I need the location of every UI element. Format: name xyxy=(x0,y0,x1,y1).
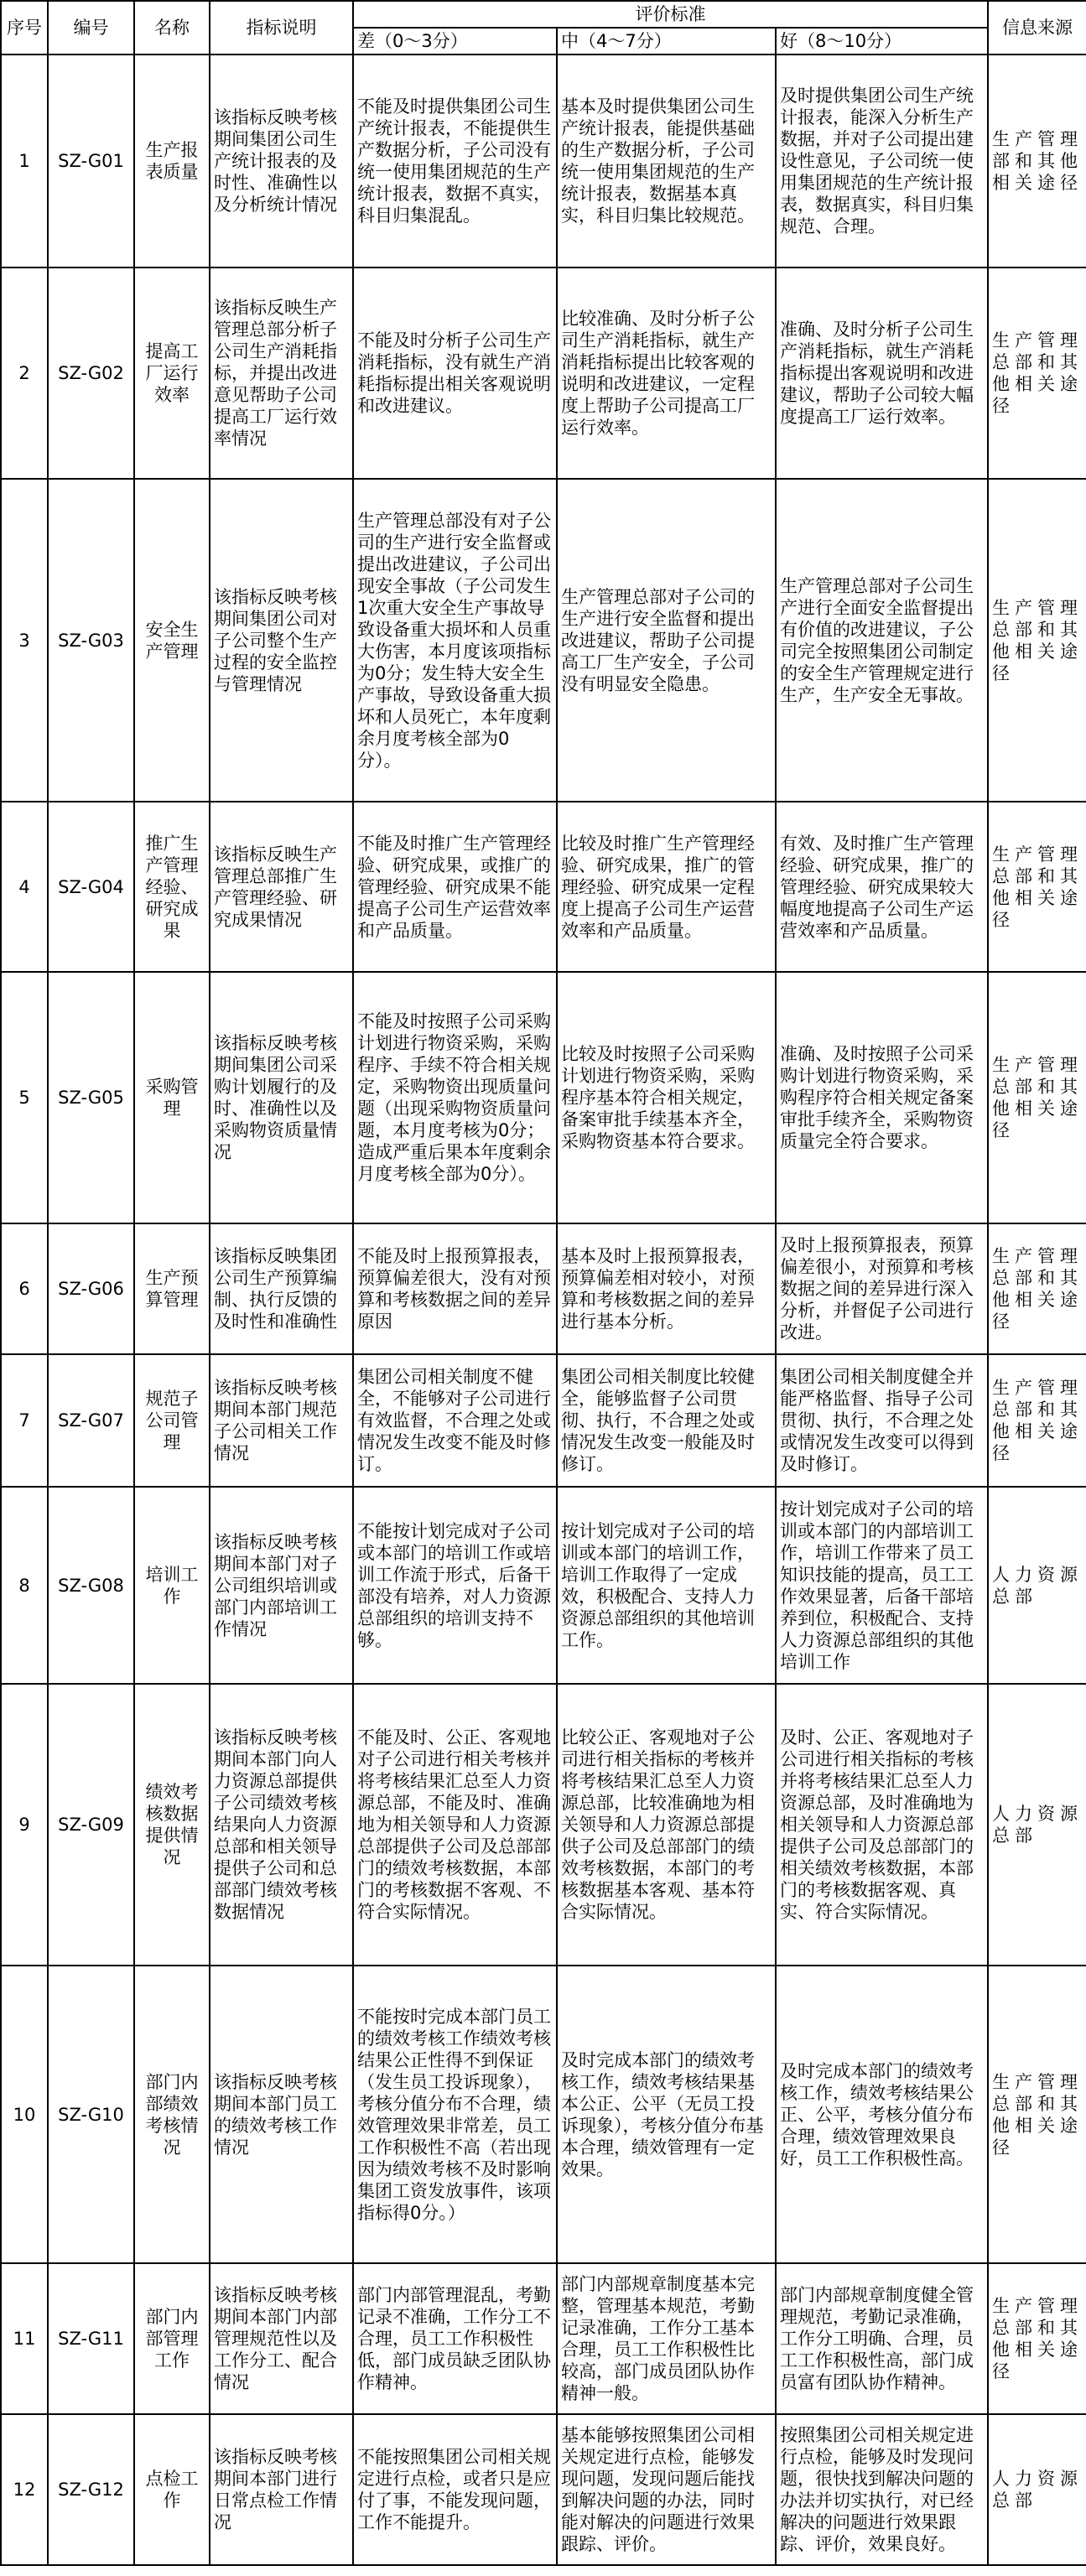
cell-seq: 10 xyxy=(1,1966,48,2263)
cell-mid: 基本能够按照集团公司相关规定进行点检，能够发现问题，发现问题后能找到解决问题的办法，同时能对解决的问题进行效果跟踪、评价。 xyxy=(557,2414,776,2565)
cell-mid: 集团公司相关制度比较健全，能够监督子公司贯彻、执行，不合理之处或情况发生改变一般能及时修订。 xyxy=(557,1354,776,1487)
cell-source: 生产管理总部和其他相关途径 xyxy=(988,972,1086,1223)
cell-name: 培训工作 xyxy=(134,1487,210,1684)
cell-good: 有效、及时推广生产管理经验、研究成果，推广的管理经验、研究成果较大幅度地提高子公司生产运营效率和产品质量。 xyxy=(776,802,988,972)
table-row xyxy=(1,1966,1086,2263)
cell-good: 准确、及时按照子公司采购计划进行物资采购，采购程序符合相关规定备案审批手续齐全，采购物资质量完全符合要求。 xyxy=(776,972,988,1223)
table-row xyxy=(1,1684,1086,1966)
table-row xyxy=(1,2414,1086,2565)
cell-mid: 比较及时推广生产管理经验、研究成果，推广的管理经验、研究成果一定程度上提高子公司生产运营效率和产品质量。 xyxy=(557,802,776,972)
cell-code: SZ-G12 xyxy=(48,2414,134,2565)
cell-poor: 不能按计划完成对子公司或本部门的培训工作或培训工作流于形式，后备干部没有培养，对人力资源总部组织的培训支持不够。 xyxy=(353,1487,557,1684)
cell-name: 点检工作 xyxy=(134,2414,210,2565)
cell-desc: 该指标反映考核期间本部门内部管理规范性以及工作分工、配合情况 xyxy=(210,2263,353,2414)
table-row xyxy=(1,267,1086,479)
cell-poor: 不能及时分析子公司生产消耗指标，没有就生产消耗指标提出相关客观说明和改进建议。 xyxy=(353,267,557,479)
cell-source: 生产管理总部和其他相关途径 xyxy=(988,2263,1086,2414)
cell-desc: 该指标反映考核期间本部门员工的绩效考核工作情况 xyxy=(210,1966,353,2263)
cell-source: 生产管理总部和其他相关途径 xyxy=(988,267,1086,479)
header-good: 好（8～10分） xyxy=(776,28,988,55)
cell-desc: 该指标反映考核期间本部门规范子公司相关工作情况 xyxy=(210,1354,353,1487)
table-row xyxy=(1,802,1086,972)
cell-seq: 9 xyxy=(1,1684,48,1966)
cell-seq: 8 xyxy=(1,1487,48,1684)
header-seq: 序号 xyxy=(1,1,48,55)
cell-code: SZ-G07 xyxy=(48,1354,134,1487)
cell-good: 按照集团公司相关规定进行点检，能够及时发现问题，很快找到解决问题的办法并切实执行，对已经解决的问题进行效果跟踪、评价，效果良好。 xyxy=(776,2414,988,2565)
cell-name: 安全生产管理 xyxy=(134,479,210,802)
cell-source: 生产管理总部和其他相关途径 xyxy=(988,479,1086,802)
cell-desc: 该指标反映生产管理总部分析子公司生产消耗指标，并提出改进意见帮助子公司提高工厂运行效率情况 xyxy=(210,267,353,479)
table-row xyxy=(1,972,1086,1223)
cell-seq: 7 xyxy=(1,1354,48,1487)
cell-poor: 不能按照集团公司相关规定进行点检，或者只是应付了事，不能发现问题，工作不能提升。 xyxy=(353,2414,557,2565)
cell-name: 采购管理 xyxy=(134,972,210,1223)
cell-good: 按计划完成对子公司的培训或本部门的内部培训工作，培训工作带来了员工知识技能的提高，员工工作效果显著，后备干部培养到位，积极配合、支持人力资源总部组织的其他培训工作 xyxy=(776,1487,988,1684)
cell-code: SZ-G06 xyxy=(48,1223,134,1354)
cell-seq: 1 xyxy=(1,55,48,267)
cell-desc: 该指标反映集团公司生产预算编制、执行反馈的及时性和准确性 xyxy=(210,1223,353,1354)
cell-code: SZ-G03 xyxy=(48,479,134,802)
cell-seq: 3 xyxy=(1,479,48,802)
cell-name: 推广生产管理经验、研究成果 xyxy=(134,802,210,972)
cell-source: 生产管理总部和其他相关途径 xyxy=(988,802,1086,972)
table-row xyxy=(1,479,1086,802)
cell-poor: 部门内部管理混乱，考勤记录不准确，工作分工不合理，员工工作积极性低，部门成员缺乏团队协作精神。 xyxy=(353,2263,557,2414)
cell-good: 准确、及时分析子公司生产消耗指标，就生产消耗指标提出客观说明和改进建议，帮助子公司较大幅度提高工厂运行效率。 xyxy=(776,267,988,479)
cell-good: 生产管理总部对子公司生产进行全面安全监督提出有价值的改进建议，子公司完全按照集团公司制定的安全生产管理规定进行生产，生产安全无事故。 xyxy=(776,479,988,802)
header-poor: 差（0～3分） xyxy=(353,28,557,55)
cell-poor: 不能及时上报预算报表，预算偏差很大，没有对预算和考核数据之间的差异原因 xyxy=(353,1223,557,1354)
cell-desc: 该指标反映考核期间本部门进行日常点检工作情况 xyxy=(210,2414,353,2565)
cell-code: SZ-G10 xyxy=(48,1966,134,2263)
cell-name: 绩效考核数据提供情况 xyxy=(134,1684,210,1966)
cell-desc: 该指标反映考核期间集团公司采购计划履行的及时、准确性以及采购物资质量情况 xyxy=(210,972,353,1223)
table-row xyxy=(1,55,1086,267)
cell-mid: 生产管理总部对子公司的生产进行安全监督和提出改进建议，帮助子公司提高工厂生产安全，子公司没有明显安全隐患。 xyxy=(557,479,776,802)
cell-good: 及时上报预算报表，预算偏差很小，对预算和考核数据之间的差异进行深入分析，并督促子公司进行改进。 xyxy=(776,1223,988,1354)
cell-good: 部门内部规章制度健全管理规范，考勤记录准确，工作分工明确、合理，员工工作积极性高，部门成员富有团队协作精神。 xyxy=(776,2263,988,2414)
cell-source: 生产管理总部和其他相关途径 xyxy=(988,1966,1086,2263)
cell-poor: 生产管理总部没有对子公司的生产进行安全监督或提出改进建议，子公司出现安全事故（子公司发生1次重大安全生产事故导致设备重大损坏和人员重大伤害，本月度该项指标为0分；发生特大安全生产事故，导致设备重大损坏和人员死亡，本年度剩余月度考核全部为0分）。 xyxy=(353,479,557,802)
cell-poor: 不能及时推广生产管理经验、研究成果，或推广的管理经验、研究成果不能提高子公司生产运营效率和产品质量。 xyxy=(353,802,557,972)
cell-poor: 不能及时按照子公司采购计划进行物资采购，采购程序、手续不符合相关规定，采购物资出现质量问题（出现采购物资质量问题，本月度考核为0分；造成严重后果本年度剩余月度考核全部为0分）。 xyxy=(353,972,557,1223)
cell-code: SZ-G09 xyxy=(48,1684,134,1966)
cell-mid: 基本及时上报预算报表，预算偏差相对较小，对预算和考核数据之间的差异进行基本分析。 xyxy=(557,1223,776,1354)
cell-seq: 5 xyxy=(1,972,48,1223)
cell-good: 及时完成本部门的绩效考核工作，绩效考核结果公正、公平，考核分值分布合理，绩效管理效果良好，员工工作积极性高。 xyxy=(776,1966,988,2263)
cell-mid: 比较公正、客观地对子公司进行相关指标的考核并将考核结果汇总至人力资源总部，比较准确地为相关领导和人力资源总部提供子公司及总部部门的绩效考核数据，本部门的考核数据基本客观、基本符合实际情况。 xyxy=(557,1684,776,1966)
cell-desc: 该指标反映生产管理总部推广生产管理经验、研究成果情况 xyxy=(210,802,353,972)
cell-desc: 该指标反映考核期间集团公司对子公司整个生产过程的安全监控与管理情况 xyxy=(210,479,353,802)
cell-name: 部门内部绩效考核情况 xyxy=(134,1966,210,2263)
cell-mid: 及时完成本部门的绩效考核工作，绩效考核结果基本公正、公平（无员工投诉现象），考核分值分布基本合理，绩效管理有一定效果。 xyxy=(557,1966,776,2263)
cell-name: 部门内部管理工作 xyxy=(134,2263,210,2414)
cell-name: 提高工厂运行效率 xyxy=(134,267,210,479)
cell-poor: 不能按时完成本部门员工的绩效考核工作绩效考核结果公正性得不到保证（发生员工投诉现象），考核分值分布不合理，绩效管理效果非常差，员工工作积极性不高（若出现因为绩效考核不及时影响集团工资发放事件，该项指标得0分。） xyxy=(353,1966,557,2263)
cell-source: 生产管理总部和其他相关途径 xyxy=(988,1223,1086,1354)
header-mid: 中（4～7分） xyxy=(557,28,776,55)
header-code: 编号 xyxy=(48,1,134,55)
table-header xyxy=(1,1,1086,55)
header-source: 信息来源 xyxy=(988,1,1086,55)
cell-code: SZ-G04 xyxy=(48,802,134,972)
cell-seq: 2 xyxy=(1,267,48,479)
cell-code: SZ-G01 xyxy=(48,55,134,267)
cell-source: 生产管理总部和其他相关途径 xyxy=(988,1354,1086,1487)
cell-source: 人力资源总部 xyxy=(988,1487,1086,1684)
cell-source: 人力资源总部 xyxy=(988,1684,1086,1966)
cell-seq: 6 xyxy=(1,1223,48,1354)
cell-desc: 该指标反映考核期间本部门向人力资源总部提供子公司绩效考核结果向人力资源总部和相关领导提供子公司和总部部门绩效考核数据情况 xyxy=(210,1684,353,1966)
header-desc: 指标说明 xyxy=(210,1,353,55)
cell-good: 及时、公正、客观地对子公司进行相关指标的考核并将考核结果汇总至人力资源总部，及时准确地为相关领导和人力资源总部提供子公司及总部部门的相关绩效考核数据，本部门的考核数据客观、真实、符合实际情况。 xyxy=(776,1684,988,1966)
cell-name: 规范子公司管理 xyxy=(134,1354,210,1487)
cell-name: 生产报表质量 xyxy=(134,55,210,267)
header-name: 名称 xyxy=(134,1,210,55)
table-row xyxy=(1,2263,1086,2414)
cell-good: 集团公司相关制度健全并能严格监督、指导子公司贯彻、执行，不合理之处或情况发生改变可以得到及时修订。 xyxy=(776,1354,988,1487)
cell-poor: 不能及时、公正、客观地对子公司进行相关考核并将考核结果汇总至人力资源总部，不能及时、准确地为相关领导和人力资源总部提供子公司及总部部门的绩效考核数据，本部门的考核数据不客观、不符合实际情况。 xyxy=(353,1684,557,1966)
cell-seq: 11 xyxy=(1,2263,48,2414)
cell-source: 人力资源总部 xyxy=(988,2414,1086,2565)
cell-source: 生产管理部和其他相关途径 xyxy=(988,55,1086,267)
cell-seq: 4 xyxy=(1,802,48,972)
cell-code: SZ-G02 xyxy=(48,267,134,479)
cell-mid: 按计划完成对子公司的培训或本部门的培训工作，培训工作取得了一定成效，积极配合、支持人力资源总部组织的其他培训工作。 xyxy=(557,1487,776,1684)
cell-desc: 该指标反映考核期间本部门对子公司组织培训或部门内部培训工作情况 xyxy=(210,1487,353,1684)
table-row xyxy=(1,1354,1086,1487)
cell-seq: 12 xyxy=(1,2414,48,2565)
table-row xyxy=(1,1223,1086,1354)
cell-mid: 比较准确、及时分析子公司生产消耗指标，就生产消耗指标提出比较客观的说明和改进建议，一定程度上帮助子公司提高工厂运行效率。 xyxy=(557,267,776,479)
cell-code: SZ-G11 xyxy=(48,2263,134,2414)
cell-code: SZ-G05 xyxy=(48,972,134,1223)
header-criteria: 评价标准 xyxy=(353,1,988,28)
cell-desc: 该指标反映考核期间集团公司生产统计报表的及时性、准确性以及分析统计情况 xyxy=(210,55,353,267)
cell-poor: 集团公司相关制度不健全，不能够对子公司进行有效监督，不合理之处或情况发生改变不能及时修订。 xyxy=(353,1354,557,1487)
cell-mid: 基本及时提供集团公司生产统计报表，能提供基础的生产数据分析，子公司统一使用集团规范的生产统计报表，数据基本真实，科目归集比较规范。 xyxy=(557,55,776,267)
table-row xyxy=(1,1487,1086,1684)
cell-good: 及时提供集团公司生产统计报表，能深入分析生产数据，并对子公司提出建设性意见，子公司统一使用集团规范的生产统计报表，数据真实，科目归集规范、合理。 xyxy=(776,55,988,267)
cell-mid: 比较及时按照子公司采购计划进行物资采购，采购程序基本符合相关规定，备案审批手续基本齐全，采购物资基本符合要求。 xyxy=(557,972,776,1223)
cell-code: SZ-G08 xyxy=(48,1487,134,1684)
cell-mid: 部门内部规章制度基本完整，管理基本规范，考勤记录准确，工作分工基本合理，员工工作积极性比较高，部门成员团队协作精神一般。 xyxy=(557,2263,776,2414)
cell-name: 生产预算管理 xyxy=(134,1223,210,1354)
cell-poor: 不能及时提供集团公司生产统计报表，不能提供生产数据分析，子公司没有统一使用集团规范的生产统计报表，数据不真实，科目归集混乱。 xyxy=(353,55,557,267)
